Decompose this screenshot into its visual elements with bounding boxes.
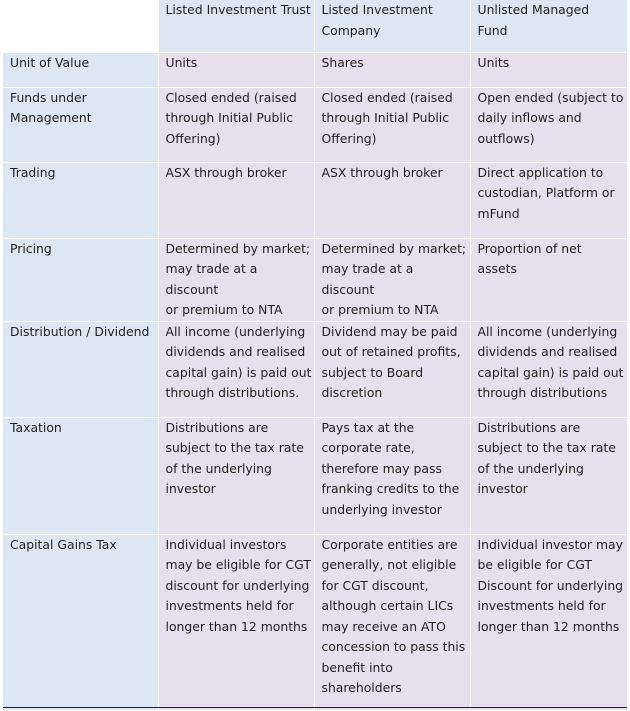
- table-cell: Determined by market; may trade at a discount or premium to NTA: [314, 238, 470, 321]
- table-cell: Closed ended (raised through Initial Public Offering): [158, 87, 314, 162]
- table-cell: All income (underlying dividends and realised capital gain) is paid out through distributions.: [158, 321, 314, 417]
- header-row: [3, 0, 627, 52]
- row-label-distribution-dividend: Distribution / Dividend: [3, 321, 158, 417]
- row-label-unit-of-value: Unit of Value: [3, 52, 158, 87]
- table-cell: Shares: [314, 52, 470, 87]
- row-label-trading: Trading: [3, 162, 158, 238]
- table-row: [3, 52, 627, 87]
- table-cell: Individual investors may be eligible for CGT discount for underlying investments held for longer than 12 months: [158, 534, 314, 710]
- table-cell: Pays tax at the corporate rate, therefore may pass franking credits to the underlying investor: [314, 417, 470, 534]
- table-cell: Units: [470, 52, 627, 87]
- header-unlisted-managed-fund: Unlisted Managed Fund: [470, 0, 627, 52]
- table-bottom-rule: [3, 707, 627, 708]
- table-cell: Distributions are subject to the tax rate of the underlying investor: [158, 417, 314, 534]
- table-row: [3, 162, 627, 238]
- row-label-taxation: Taxation: [3, 417, 158, 534]
- table-cell: Individual investor may be eligible for CGT Discount for underlying investments held for longer than 12 months: [470, 534, 627, 710]
- table-cell: Corporate entities are generally, not eligible for CGT discount, although certain LICs may receive an ATO concession to pass this benefit into shareholders: [314, 534, 470, 710]
- table-cell: Proportion of net assets: [470, 238, 627, 321]
- table-cell: Closed ended (raised through Initial Public Offering): [314, 87, 470, 162]
- table-cell: Open ended (subject to daily inflows and outflows): [470, 87, 627, 162]
- table-cell: ASX through broker: [158, 162, 314, 238]
- table-cell: ASX through broker: [314, 162, 470, 238]
- table-row: [3, 534, 627, 710]
- row-label-pricing: Pricing: [3, 238, 158, 321]
- table-cell: All income (underlying dividends and realised capital gain) is paid out through distributions: [470, 321, 627, 417]
- table-cell: Determined by market; may trade at a discount or premium to NTA: [158, 238, 314, 321]
- table-row: [3, 238, 627, 321]
- table-cell: Distributions are subject to the tax rate of the underlying investor: [470, 417, 627, 534]
- row-label-funds-under-management: Funds under Management: [3, 87, 158, 162]
- header-listed-investment-company: Listed Investment Company: [314, 0, 470, 52]
- comparison-table: [3, 0, 627, 710]
- table-row: [3, 87, 627, 162]
- table-row: [3, 417, 627, 534]
- table-row: [3, 321, 627, 417]
- table-cell: Dividend may be paid out of retained profits, subject to Board discretion: [314, 321, 470, 417]
- table-cell: Direct application to custodian, Platform or mFund: [470, 162, 627, 238]
- table-cell: Units: [158, 52, 314, 87]
- header-listed-investment-trust: Listed Investment Trust: [158, 0, 314, 52]
- header-corner-cell: [3, 0, 158, 52]
- row-label-capital-gains-tax: Capital Gains Tax: [3, 534, 158, 710]
